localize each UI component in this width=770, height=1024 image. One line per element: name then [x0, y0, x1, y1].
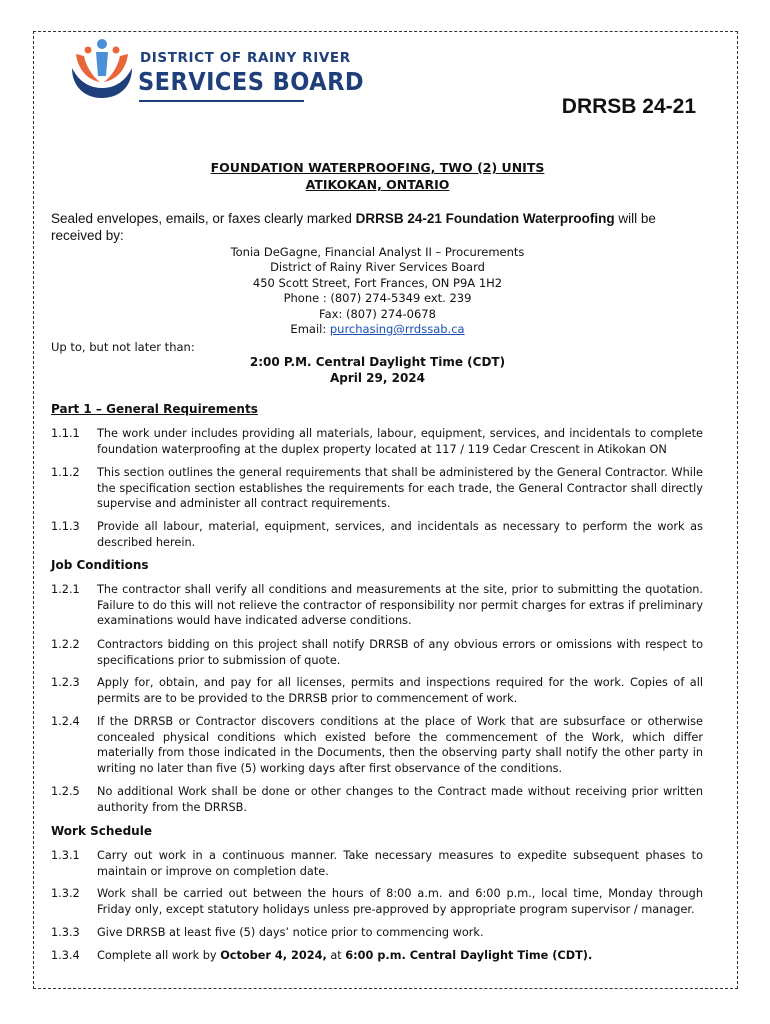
- deadline-date: April 29, 2024: [329, 371, 426, 385]
- item-number: 1.2.3: [51, 676, 80, 689]
- item-number: 1.2.2: [51, 638, 80, 651]
- submission-instructions: [51, 210, 701, 244]
- item-text: Give DRRSB at least five (5) days’ notice prior to commencing work.: [97, 926, 484, 939]
- item-number: 1.1.3: [51, 520, 80, 533]
- contact-street: 450 Scott Street, Fort Frances, ON P9A 1H2: [252, 275, 503, 290]
- intro-text-after: will be received by:: [51, 211, 656, 243]
- completion-time: 6:00 p.m. Central Daylight Time (CDT).: [345, 949, 593, 962]
- item-number: 1.3.1: [51, 849, 80, 862]
- contact-email-row: [50, 322, 705, 337]
- deadline-block: [50, 354, 705, 386]
- contact-organization: District of Rainy River Services Board: [270, 260, 485, 275]
- item-number: 1.3.2: [51, 887, 80, 900]
- item-number: 1.2.1: [51, 583, 80, 596]
- document-title: FOUNDATION WATERPROOFING, TWO (2) UNITS: [210, 160, 545, 175]
- item-text: The work under includes providing all materials, labour, equipment, services, and incidentals to complete foundation waterproofing at the duplex property located at 117 / 119 Cedar Crescent in Atikokan ON: [97, 427, 703, 456]
- completion-date: October 4, 2024,: [220, 949, 327, 962]
- item-text: Apply for, obtain, and pay for all licenses, permits and inspections required for the work. Copies of all permits are to be provided to the DRRSB prior to commencement of work.: [97, 676, 703, 705]
- contact-phone: Phone : (807) 274-5349 ext. 239: [283, 291, 472, 306]
- contact-address-block: [50, 245, 705, 337]
- item-text: Contractors bidding on this project shall notify DRRSB of any obvious errors or omissions with respect to specifications prior to submission of quote.: [97, 638, 703, 667]
- item-text: This section outlines the general requirements that shall be administered by the General Contractor. While the specification section establishes the requirements for each trade, the General Contractor shall directly supervise and administer all contract requirements.: [97, 466, 703, 511]
- email-label: Email:: [290, 322, 330, 337]
- logo-text-services-board: SERVICES BOARD: [138, 67, 364, 96]
- item-text: Work shall be carried out between the hours of 8:00 a.m. and 6:00 p.m., local time, Monday through Friday only, except statutory holidays unless pre-approved by appropriate program supervisor / manager.: [97, 887, 703, 916]
- section-heading-work-schedule: Work Schedule: [51, 824, 152, 838]
- email-link[interactable]: purchasing@rrdssab.ca: [329, 322, 465, 337]
- section-heading-job-conditions: Job Conditions: [51, 558, 149, 572]
- organization-logo: [66, 34, 364, 106]
- document-number: DRRSB 24-21: [561, 95, 696, 118]
- item-text: No additional Work shall be done or other changes to the Contract made without receiving prior written authority from the DRRSB.: [97, 785, 703, 814]
- hands-people-icon: [66, 34, 138, 106]
- item-number: 1.1.2: [51, 466, 80, 479]
- intro-text-before: Sealed envelopes, emails, or faxes clearly marked: [51, 211, 356, 226]
- deadline-intro: Up to, but not later than:: [51, 340, 195, 354]
- item-text: Provide all labour, material, equipment, services, and incidentals as necessary to perform the work as described herein.: [97, 520, 703, 549]
- item-text-part: at: [326, 949, 346, 962]
- item-text: If the DRRSB or Contractor discovers conditions at the place of Work that are subsurface or otherwise concealed physical conditions which existed before the commencement of the Work, which differ materially from those indicated in the Documents, then the observing party shall notify the other party in writing no later than five (5) working days after first observance of the conditions.: [97, 715, 703, 775]
- section-heading-part1: Part 1 – General Requirements: [51, 402, 258, 416]
- contact-name: Tonia DeGagne, Financial Analyst II – Procurements: [230, 245, 525, 259]
- item-number: 1.3.4: [51, 949, 80, 962]
- contact-fax: Fax: (807) 274-0678: [319, 306, 436, 321]
- item-number: 1.3.3: [51, 926, 80, 939]
- intro-text-bold: DRRSB 24-21 Foundation Waterproofing: [355, 211, 615, 226]
- item-text-part: Complete all work by: [97, 949, 221, 962]
- document-location: ATIKOKAN, ONTARIO: [305, 177, 450, 192]
- deadline-time: 2:00 P.M. Central Daylight Time (CDT): [249, 355, 506, 369]
- item-text: The contractor shall verify all conditions and measurements at the site, prior to submitting the quotation. Failure to do this will not relieve the contractor of responsibility nor permit charges for extras if preliminary examinations would have indicated adverse conditions.: [97, 583, 703, 628]
- logo-underline: [139, 100, 304, 102]
- item-number: 1.2.4: [51, 715, 80, 728]
- item-number: 1.2.5: [51, 785, 80, 798]
- logo-text-district: DISTRICT OF RAINY RIVER: [140, 50, 351, 66]
- item-number: 1.1.1: [51, 427, 80, 440]
- item-text: Carry out work in a continuous manner. Take necessary measures to expedite subsequent phases to maintain or improve on completion date.: [97, 849, 703, 878]
- item-text: [97, 948, 703, 964]
